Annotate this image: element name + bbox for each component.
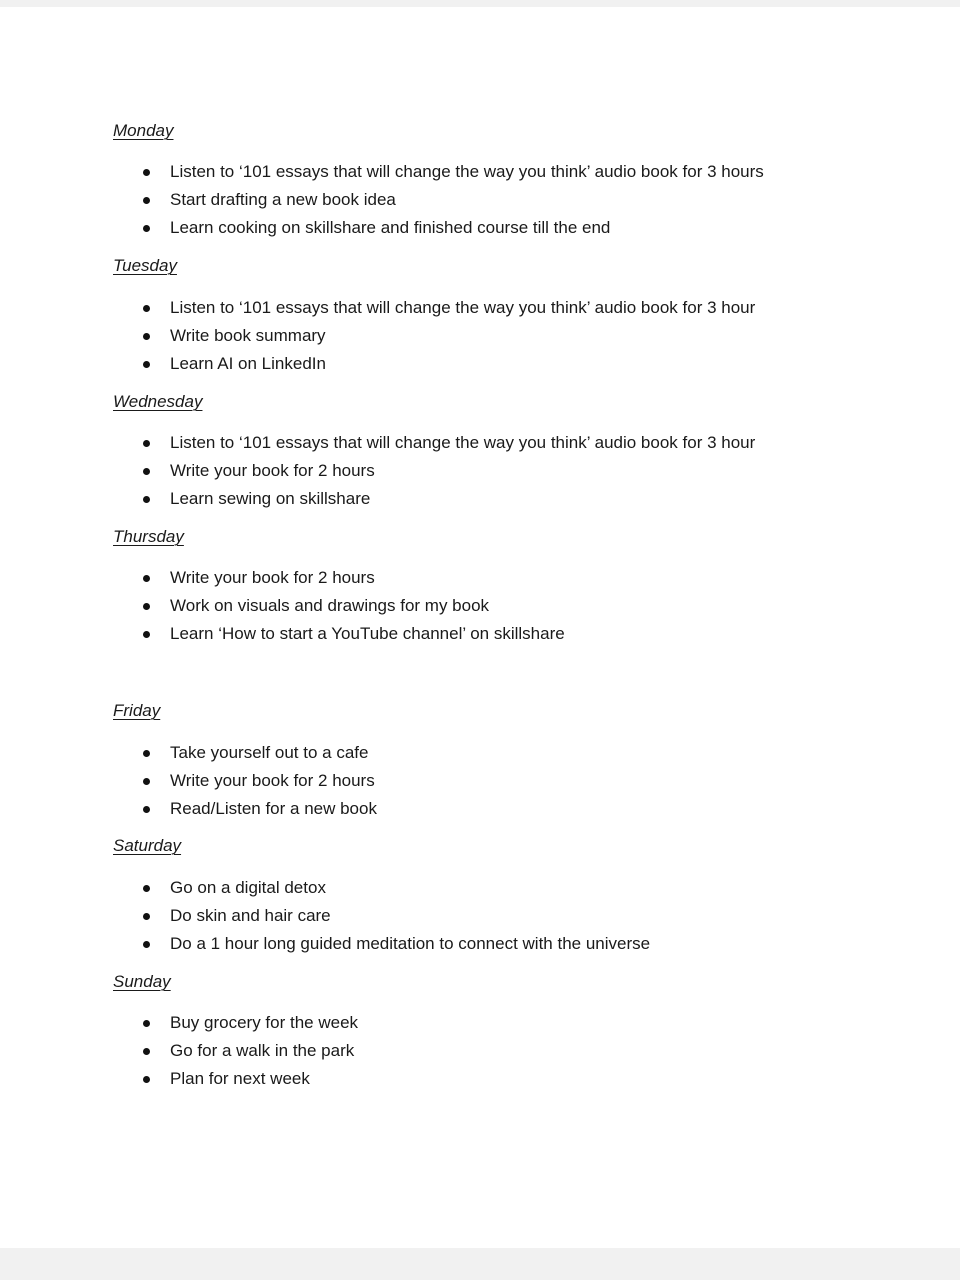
bullet-icon [143,361,150,368]
bullet-icon [143,1076,150,1083]
bullet-icon [143,778,150,785]
day-heading-friday: Friday [113,701,161,720]
bullet-icon [143,440,150,447]
bullet-icon [143,333,150,340]
bullet-icon [143,750,150,757]
bullet-icon [143,225,150,232]
day-heading-sunday: Sunday [113,972,171,991]
bullet-icon [143,468,150,475]
bullet-icon [143,941,150,948]
day-heading-tuesday: Tuesday [113,256,177,275]
bullet-icon [143,305,150,312]
bullet-icon [143,631,150,638]
bullet-icon [143,1048,150,1055]
bullet-icon [143,913,150,920]
document-page: Monday Listen to ‘101 essays that will change the way you think’ audio book for 3 hours Start drafting a new book idea Learn cooking on skillshare and finished course till the end Tuesday Listen to ‘101 essays that will change the way you think’ audio book for 3 hour Write book summary Learn AI on LinkedIn Wednesday Listen to ‘101 essays that will change the way you think’ audio book for 3 hour Write your book for 2 hours Learn sewing on skillshare Thursday Write your book for 2 hours Work on visuals and drawings for my book Learn ‘How to start a YouTube channel’ on skillshare Friday Take yourself out to a cafe Write your book for 2 hours Read/Listen for a new book Saturday Go on a digital detox Do skin and hair care Do a 1 hour long guided meditation to connect with the universe Sunday Buy grocery for the week Go for a walk in the park Plan for next week [0,7,960,1248]
bullet-icon [143,806,150,813]
day-heading-monday: Monday [113,121,174,140]
bullet-icon [143,496,150,503]
bullet-icon [143,885,150,892]
bullet-icon [143,197,150,204]
day-heading-saturday: Saturday [113,836,182,855]
bullet-icon [143,1020,150,1027]
bullet-icon [143,169,150,176]
day-heading-thursday: Thursday [113,527,184,546]
bullet-icon [143,603,150,610]
day-heading-wednesday: Wednesday [113,392,203,411]
bullet-icon [143,575,150,582]
